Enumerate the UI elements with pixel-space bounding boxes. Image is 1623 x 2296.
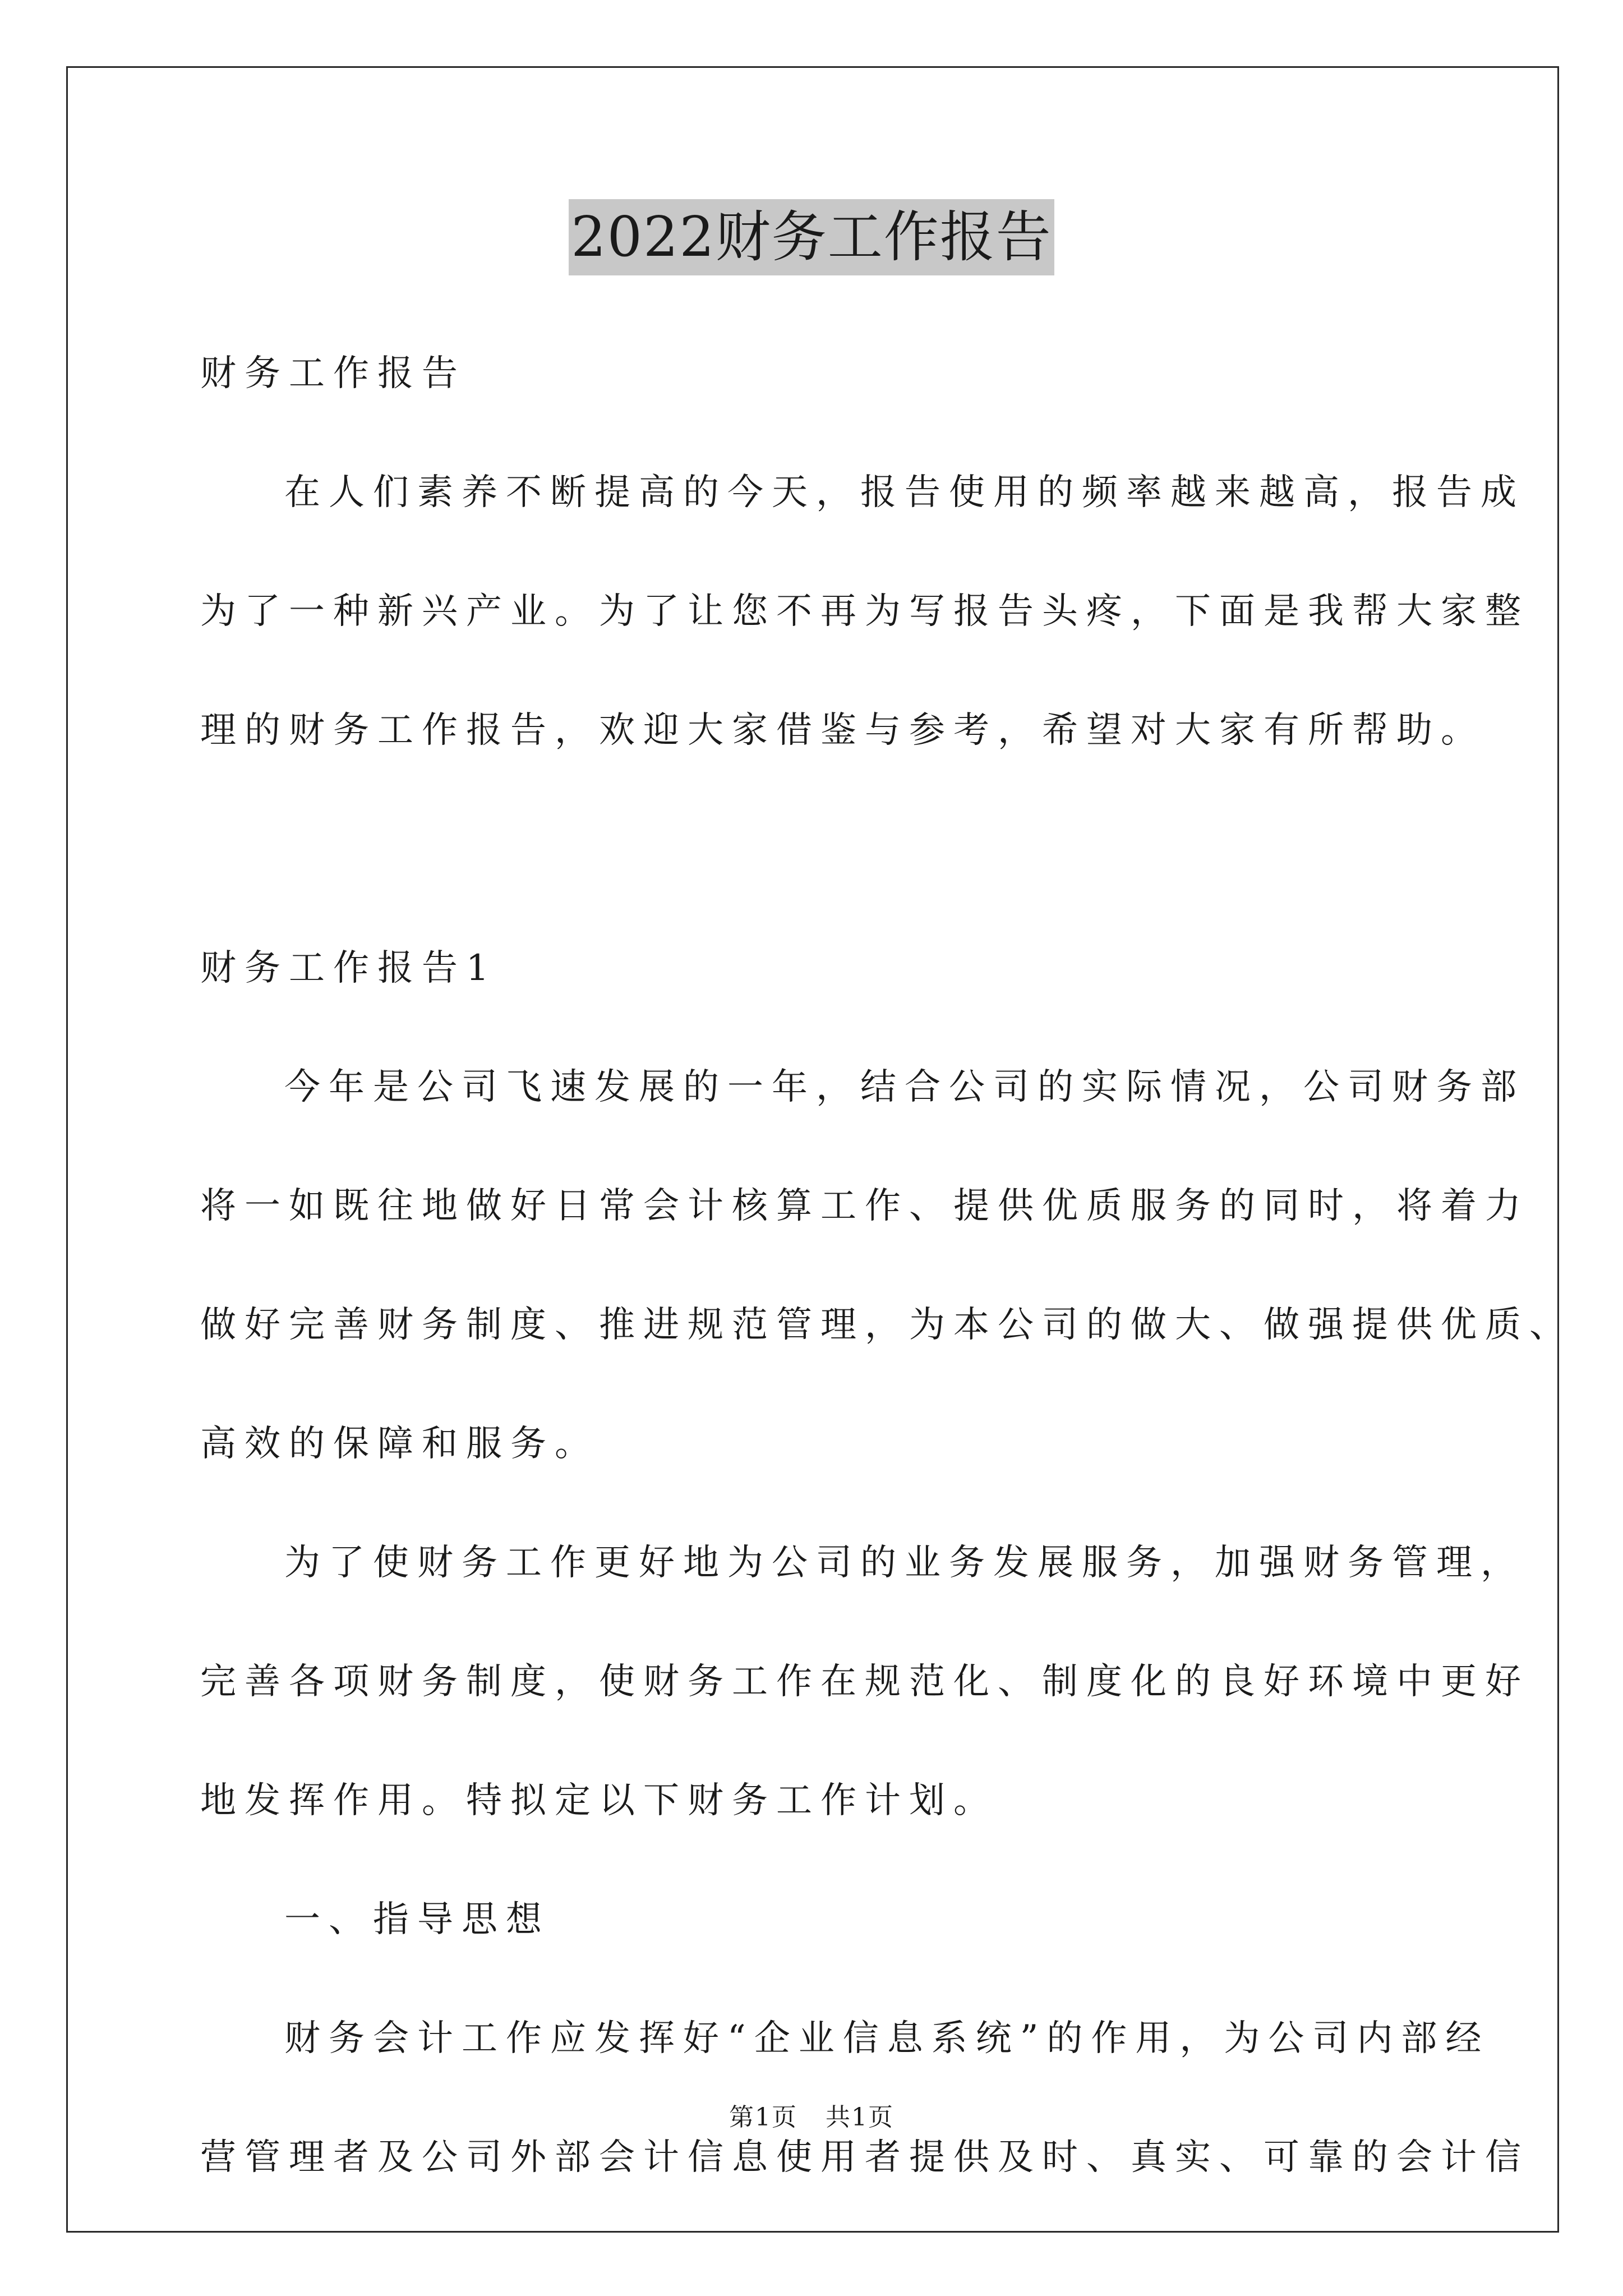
paragraph-line: 为了使财务工作更好地为公司的业务发展服务，加强财务管理， (284, 1542, 1525, 1584)
paragraph-line: 完善各项财务制度，使财务工作在规范化、制度化的良好环境中更好 (200, 1661, 1529, 1703)
paragraph-line: 高效的保障和服务。 (200, 1423, 599, 1465)
document-body (200, 314, 1574, 2217)
paragraph-line: 理的财务工作报告，欢迎大家借鉴与参考，希望对大家有所帮助。 (200, 710, 1485, 751)
paragraph-line: 做好完善财务制度、推进规范管理，为本公司的做大、做强提供优质、 (200, 1304, 1574, 1346)
document-title: 2022财务工作报告 (569, 199, 1054, 275)
page-total: 共1页 (826, 2103, 894, 2132)
paragraph-line: 为了一种新兴产业。为了让您不再为写报告头疼，下面是我帮大家整 (200, 591, 1529, 632)
paragraph-line: 财务会计工作应发挥好“企业信息系统”的作用，为公司内部经 (284, 2018, 1490, 2059)
title-container (0, 199, 1623, 275)
section-heading: 财务工作报告1 (200, 947, 497, 989)
paragraph-line: 将一如既往地做好日常会计核算工作、提供优质服务的同时，将着力 (200, 1185, 1529, 1227)
paragraph-line: 在人们素养不断提高的今天，报告使用的频率越来越高，报告成 (284, 472, 1525, 513)
subsection-heading: 一、指导思想 (284, 1899, 550, 1940)
paragraph-line: 今年是公司飞速发展的一年，结合公司的实际情况，公司财务部 (284, 1066, 1525, 1108)
paragraph-line: 营管理者及公司外部会计信息使用者提供及时、真实、可靠的会计信 (200, 2137, 1529, 2178)
blank-line (200, 790, 1456, 909)
section-heading: 财务工作报告 (200, 353, 466, 394)
page-footer (0, 2101, 1623, 2134)
paragraph-line: 地发挥作用。特拟定以下财务工作计划。 (200, 1780, 998, 1821)
page-number: 第1页 (729, 2103, 797, 2132)
